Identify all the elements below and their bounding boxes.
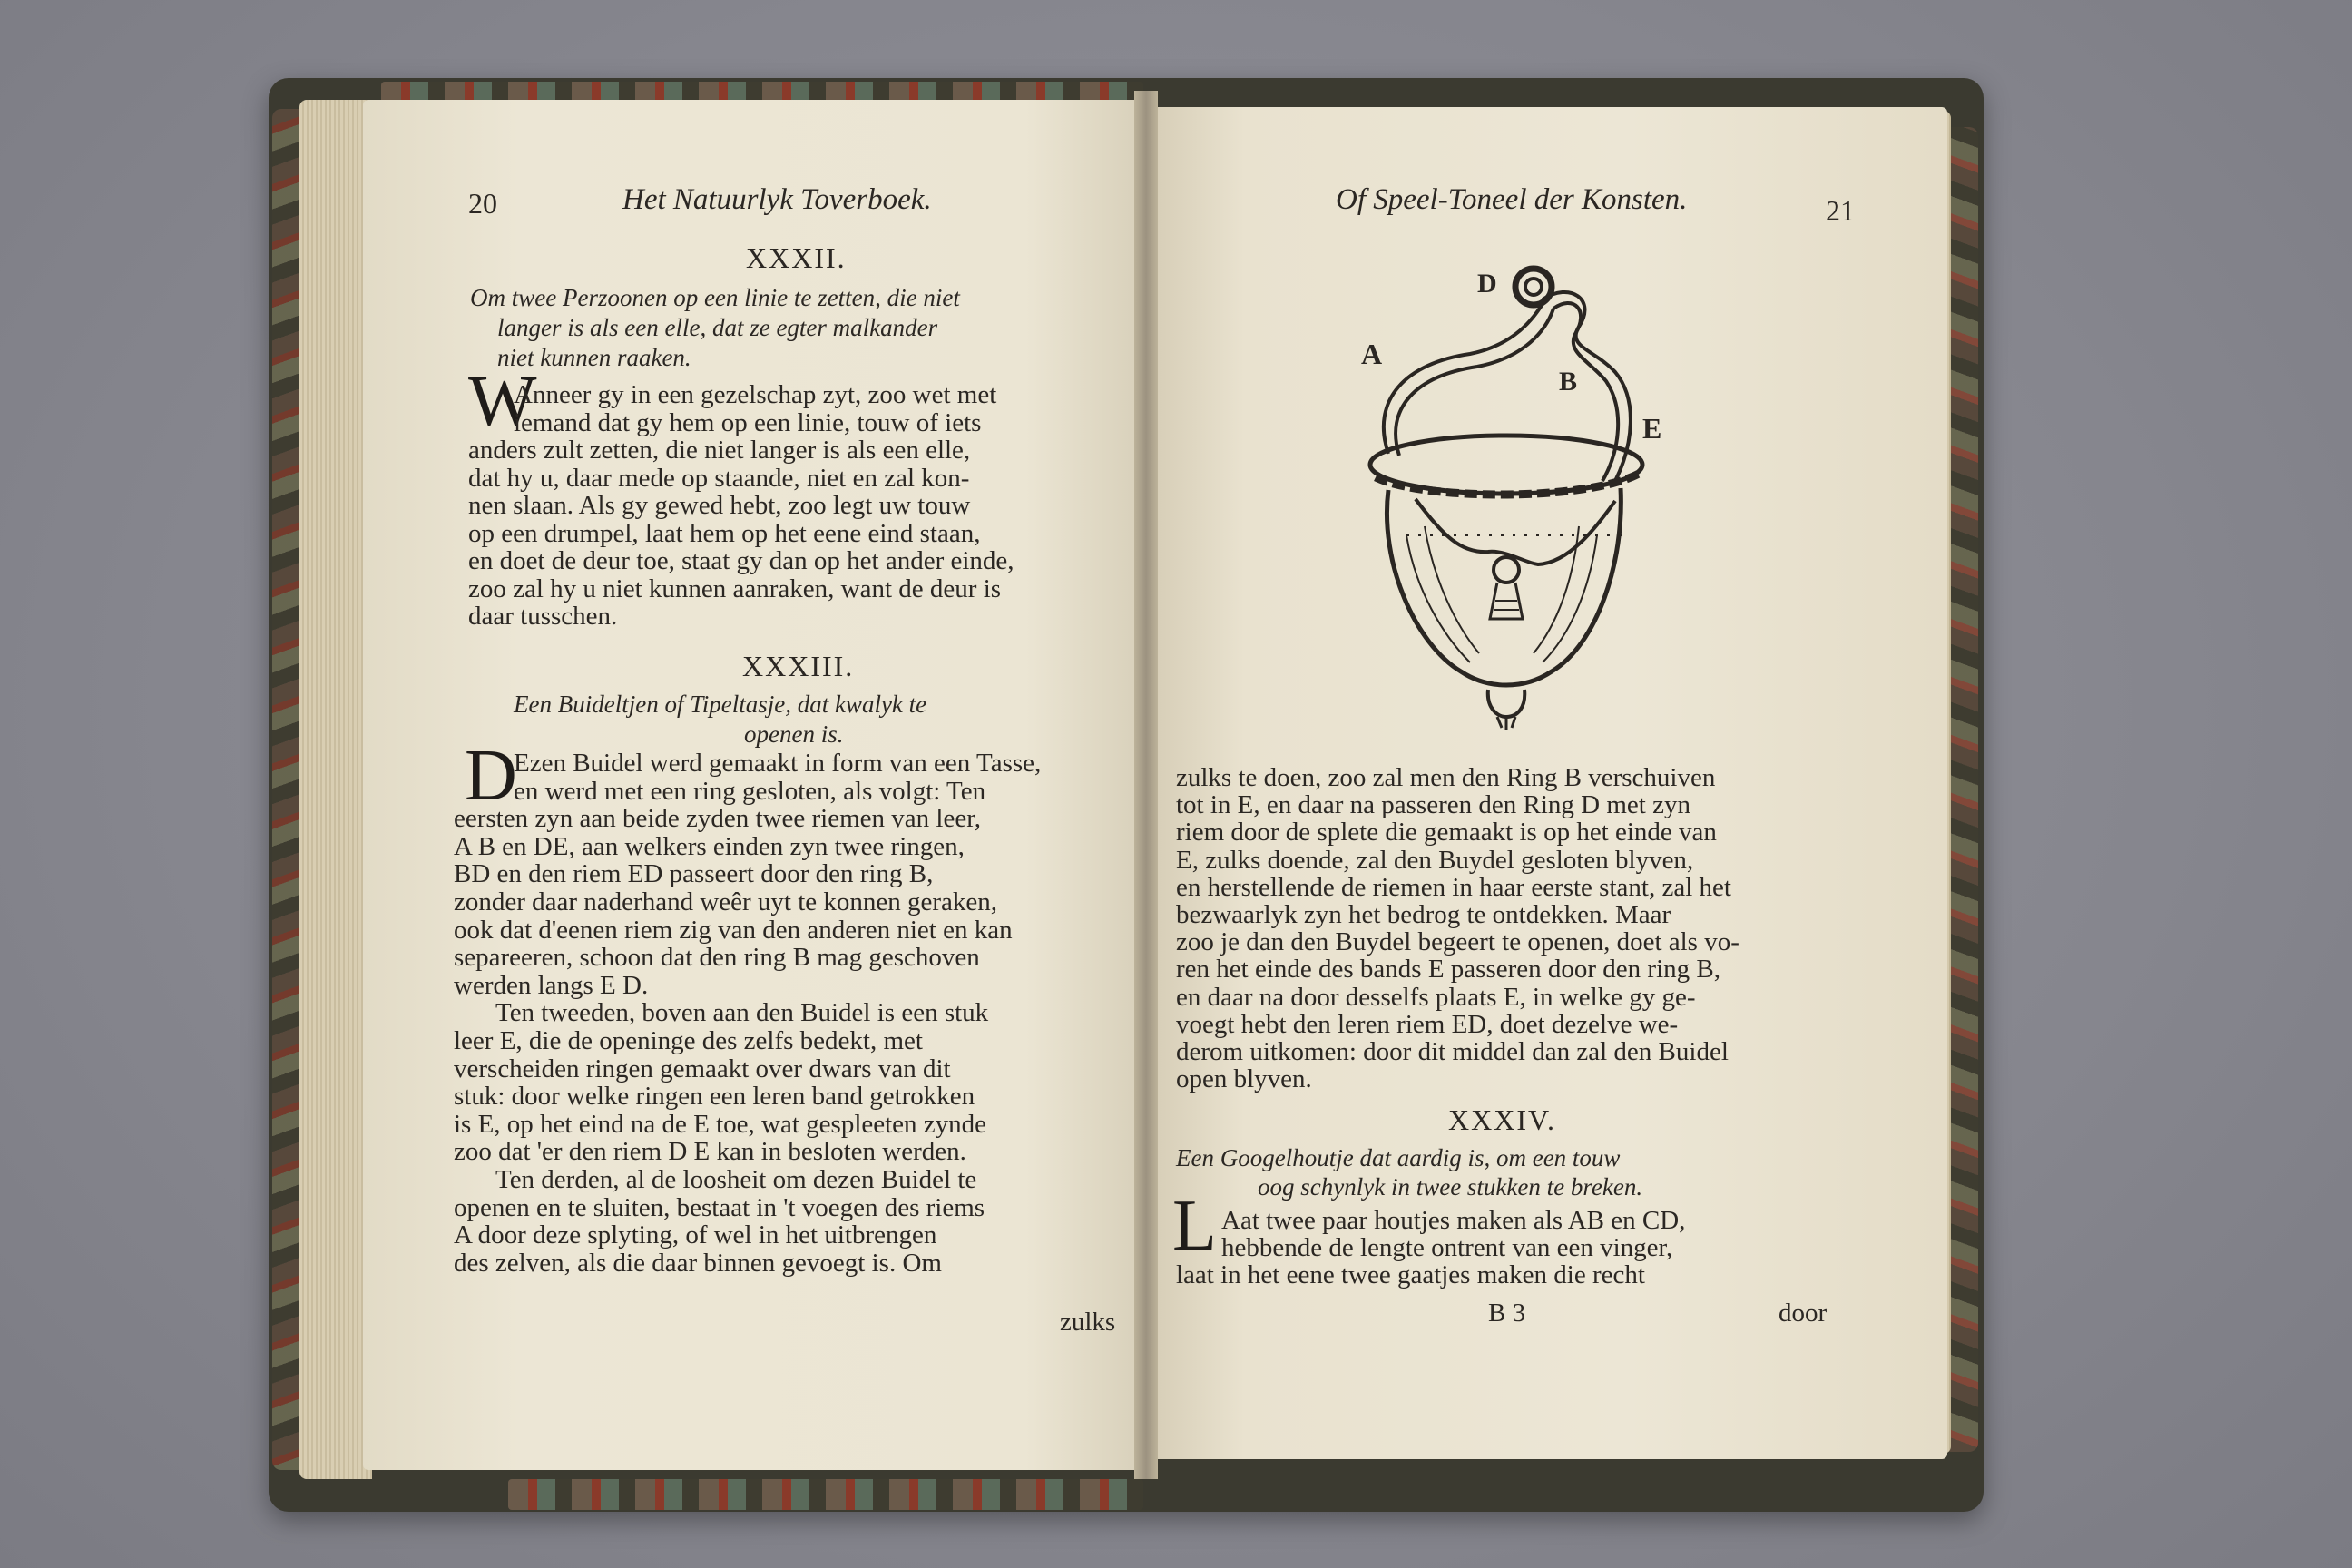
dropcap-d: D	[465, 736, 517, 816]
page-stack-left	[299, 100, 372, 1479]
body-line: en doet de deur toe, staat gy dan op het ander einde,	[468, 546, 1014, 575]
body-line: voegt hebt den leren riem ED, doet dezelve we-	[1176, 1009, 1679, 1039]
body-line: des zelven, als die daar binnen gevoegt is. Om	[454, 1248, 942, 1278]
body-line: leer E, die de openinge des zelfs bedekt, met	[454, 1026, 923, 1055]
body-line: op een drumpel, laat hem op het eene eind staan,	[468, 518, 981, 548]
signature-mark: B 3	[1488, 1298, 1526, 1328]
body-line: A B en DE, aan welkers einden zyn twee ringen,	[454, 831, 965, 861]
catchword-left: zulks	[1060, 1308, 1116, 1337]
gutter	[1134, 91, 1158, 1479]
body-line: werden langs E D.	[454, 970, 649, 1000]
section-heading-32-line1: Om twee Perzoonen op een linie te zetten, die niet	[470, 284, 960, 311]
marbled-edge-bottom	[508, 1479, 1143, 1510]
purse-illustration	[1352, 263, 1679, 735]
body-line: E, zulks doende, zal den Buydel gesloten blyven,	[1176, 845, 1694, 875]
dropcap-l: L	[1172, 1186, 1217, 1266]
page-number-left: 20	[468, 187, 497, 220]
section-number-33: XXXIII.	[742, 650, 855, 682]
body-line: nen slaan. Als gy gewed hebt, zoo legt uw touw	[468, 491, 971, 520]
body-line: Ten tweeden, boven aan den Buidel is een stuk	[495, 998, 989, 1028]
body-line: eersten zyn aan beide zyden twee riemen van leer,	[454, 804, 981, 834]
catchword-right: door	[1779, 1298, 1828, 1328]
section-heading-33-line1: Een Buideltjen of Tipeltasje, dat kwalyk te	[514, 691, 927, 718]
body-line: Aat twee paar houtjes maken als AB en CD,	[1221, 1206, 1686, 1235]
body-line: zulks te doen, zoo zal men den Ring B verschuiven	[1176, 763, 1716, 792]
body-line: en daar na door desselfs plaats E, in welke gy ge-	[1176, 982, 1696, 1012]
section-number-34: XXXIV.	[1448, 1103, 1556, 1136]
figure-label-d: D	[1477, 269, 1497, 299]
body-line: tot in E, en daar na passeren den Ring D met zyn	[1176, 790, 1690, 820]
body-line: en werd met een ring gesloten, als volgt: Ten	[514, 776, 986, 806]
section-heading-32-line3: niet kunnen raaken.	[497, 344, 691, 371]
body-line: stuk: door welke ringen een leren band getrokken	[454, 1082, 975, 1112]
section-number-32: XXXII.	[746, 241, 847, 274]
section-heading-33-line2: openen is.	[744, 720, 844, 748]
body-line: zoo dat 'er den riem D E kan in besloten werden.	[454, 1137, 966, 1167]
body-line: Anneer gy in een gezelschap zyt, zoo wet met	[514, 380, 997, 409]
body-line: laat in het eene twee gaatjes maken die recht	[1176, 1260, 1645, 1290]
body-line: BD en den riem ED passeert door den ring B,	[454, 859, 934, 889]
running-head-left: Het Natuurlyk Toverboek.	[622, 183, 932, 216]
section-heading-32-line2: langer is als een elle, dat ze egter malkander	[497, 314, 938, 341]
section-heading-34-line2: oog schynlyk in twee stukken te breken.	[1258, 1173, 1643, 1200]
body-line: anders zult zetten, die niet langer is als een elle,	[468, 436, 971, 465]
body-line: ren het einde des bands E passeren door den ring B,	[1176, 955, 1720, 985]
body-line: dat hy u, daar mede op staande, niet en zal kon-	[468, 463, 970, 493]
body-line: derom uitkomen: door dit middel dan zal den Buidel	[1176, 1037, 1729, 1066]
body-line: Ten derden, al de loosheit om dezen Buidel te	[495, 1165, 977, 1194]
body-line: ook dat d'eenen riem zig van den anderen niet en kan	[454, 915, 1013, 945]
body-line: bezwaarlyk zyn het bedrog te ontdekken. Maar	[1176, 900, 1671, 929]
running-head-right: Of Speel-Toneel der Konsten.	[1336, 183, 1688, 216]
dropcap-w: W	[468, 362, 537, 442]
section-heading-34-line1: Een Googelhoutje dat aardig is, om een touw	[1176, 1144, 1621, 1171]
body-line: separeeren, schoon dat den ring B mag geschoven	[454, 943, 980, 973]
body-line: zoo zal hy u niet kunnen aanraken, want de deur is	[468, 573, 1002, 603]
figure-label-b: B	[1559, 367, 1578, 397]
figure-label-e: E	[1642, 412, 1662, 445]
body-line: hebbende de lengte ontrent van een vinger,	[1221, 1233, 1673, 1263]
body-line: zonder daar naderhand weêr uyt te konnen geraken,	[454, 887, 998, 916]
body-line: en herstellende de riemen in haar eerste stant, zal het	[1176, 872, 1731, 902]
body-line: Ezen Buidel werd gemaakt in form van een Tasse,	[514, 749, 1042, 778]
body-line: openen en te sluiten, bestaat in 't voegen des riems	[454, 1192, 985, 1222]
body-line: A door deze splyting, of wel in het uitbrengen	[454, 1220, 937, 1250]
body-line: riem door de splete die gemaakt is op het einde van	[1176, 818, 1717, 848]
body-line: verscheiden ringen gemaakt over dwars van dit	[454, 1054, 951, 1083]
body-line: open blyven.	[1176, 1064, 1312, 1094]
page-number-right: 21	[1826, 194, 1855, 227]
body-line: zoo je dan den Buydel begeert te openen, doet als vo-	[1176, 927, 1740, 957]
body-line: is E, op het eind na de E toe, wat gespleeten zynde	[454, 1109, 987, 1139]
body-line: daar tusschen.	[468, 602, 618, 631]
body-line: iemand dat gy hem op een linie, touw of iets	[514, 407, 982, 437]
figure-label-a: A	[1361, 338, 1383, 370]
